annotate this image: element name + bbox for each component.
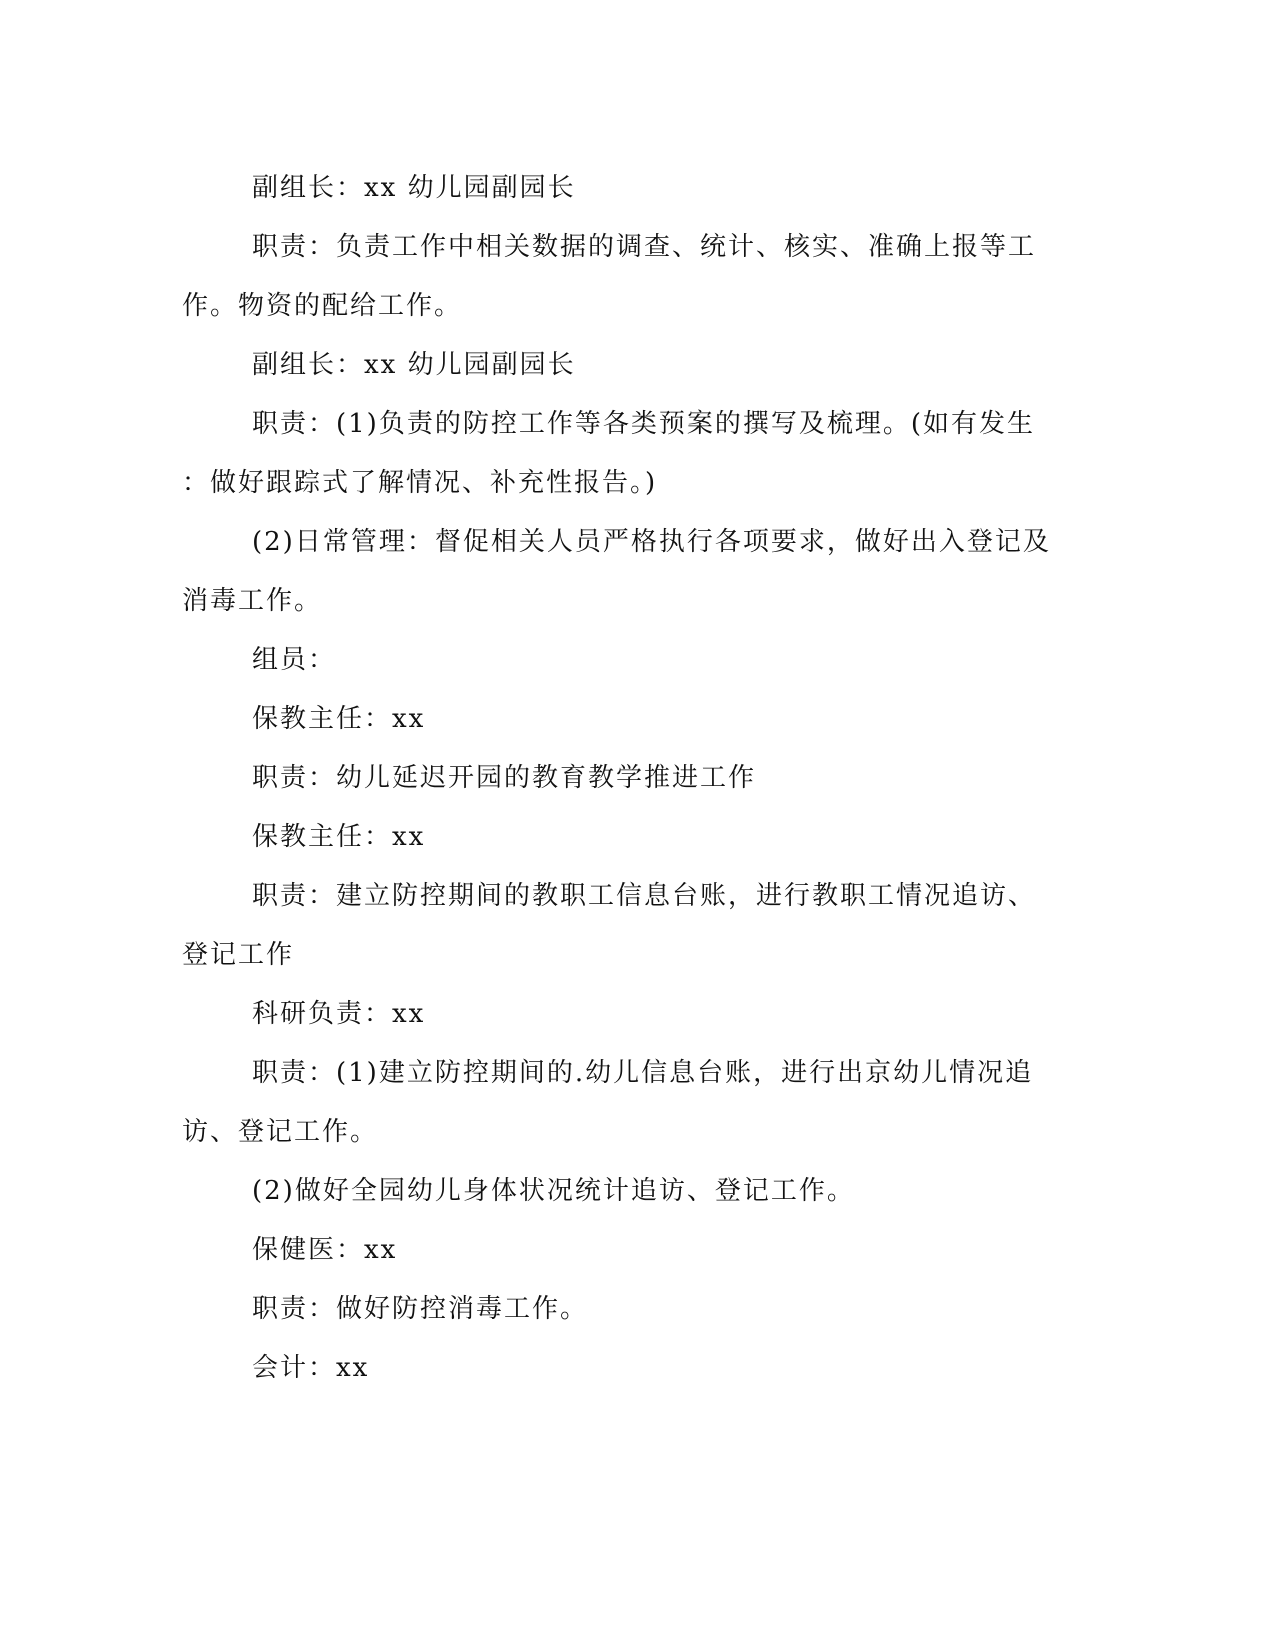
document-body: [182, 159, 1062, 1398]
line-vice-leader-2: 副组长：xx 幼儿园副园长: [252, 350, 576, 380]
line-duty-5-item2: (2)做好全园幼儿身体状况统计追访、登记工作。: [252, 1176, 855, 1206]
line-members-heading: 组员：: [252, 645, 337, 675]
line-doctor: 保健医：xx: [252, 1235, 398, 1265]
line-accountant: 会计：xx: [252, 1353, 370, 1383]
line-research-lead: 科研负责：xx: [252, 999, 426, 1029]
line-duty-4: 职责：建立防控期间的教职工信息台账，进行教职工情况追访、: [252, 881, 1037, 911]
line-director-1: 保教主任：xx: [252, 704, 426, 734]
line-duty-2: 职责：(1)负责的防控工作等各类预案的撰写及梳理。(如有发生: [252, 409, 1035, 439]
line-duty-4-cont: 登记工作: [182, 940, 295, 970]
line-duty-2-item2-cont: 消毒工作。: [182, 586, 323, 616]
line-duty-6: 职责：做好防控消毒工作。: [252, 1294, 589, 1324]
line-duty-2-item2: (2)日常管理：督促相关人员严格执行各项要求，做好出入登记及: [252, 527, 1051, 557]
line-duty-5: 职责：(1)建立防控期间的.幼儿信息台账，进行出京幼儿情况追: [252, 1058, 1034, 1088]
line-duty-1: 职责：负责工作中相关数据的调查、统计、核实、准确上报等工: [252, 232, 1037, 262]
line-director-2: 保教主任：xx: [252, 822, 426, 852]
line-duty-3: 职责：幼儿延迟开园的教育教学推进工作: [252, 763, 757, 793]
line-duty-2-cont: ：做好跟踪式了解情况、补充性报告。): [182, 468, 658, 498]
line-duty-5-cont: 访、登记工作。: [182, 1117, 379, 1147]
line-vice-leader-1: 副组长：xx 幼儿园副园长: [252, 173, 576, 203]
line-duty-1-cont: 作。物资的配给工作。: [182, 291, 463, 321]
